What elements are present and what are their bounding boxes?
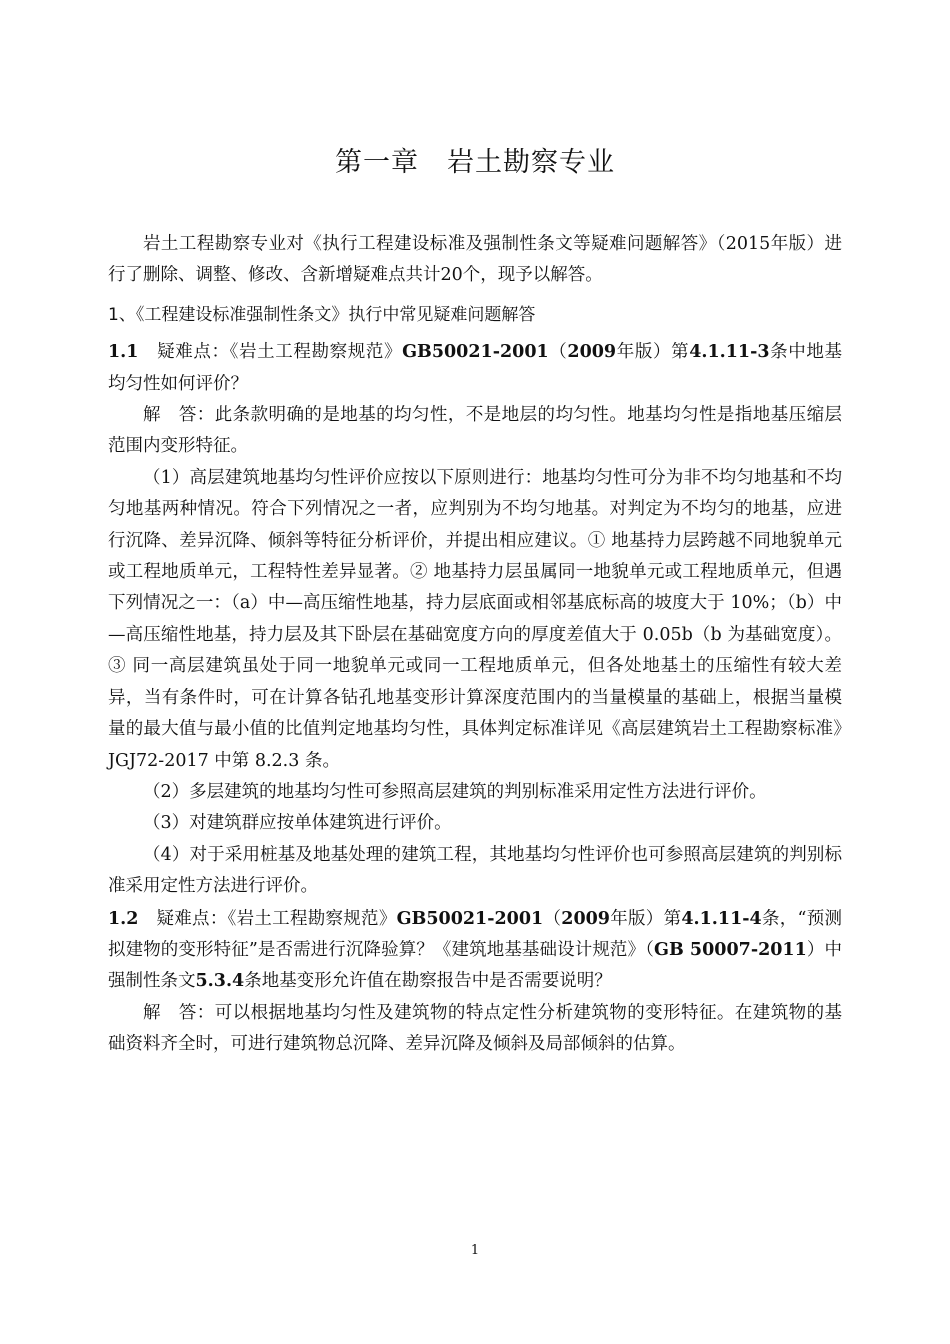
question-text: 疑难点：《岩土工程勘察规范》 [138, 342, 403, 363]
standard-code: GB50021-2001 [402, 342, 549, 363]
question-text: 疑难点：《岩土工程勘察规范》 [138, 908, 397, 929]
edition-year: 2009 [567, 342, 617, 363]
question-text: （ [543, 908, 562, 929]
question-text: 条地基变形允许值在勘察报告中是否需要说明？ [244, 971, 612, 992]
answer-1-1-item-3: （3）对建筑群应按单体建筑进行评价。 [143, 813, 452, 834]
question-text: （ [548, 342, 568, 363]
question-1-1 [108, 337, 842, 400]
question-number: 1.1 [108, 342, 139, 363]
question-text: 条中地基均匀性如何评价？ [108, 342, 843, 394]
answer-1-2: 解 答：可以根据地基均匀性及建筑物的特点定性分析建筑物的变形特征。在建筑物的基础资料齐全时，可进行建筑物总沉降、差异沉降及倾斜及局部倾斜的估算。 [108, 1002, 842, 1055]
clause-number: 4.1.11-4 [681, 908, 762, 929]
answer-1-1-item-4: （4）对于采用桩基及地基处理的建筑工程，其地基均匀性评价也可参照高层建筑的判别标准采用定性方法进行评价。 [108, 844, 842, 897]
question-text: ）中强制性条文 [108, 939, 843, 992]
answer-1-1-intro: 解 答：此条款明确的是地基的均匀性，不是地层的均匀性。地基均匀性是指地基压缩层范围内变形特征。 [108, 405, 842, 457]
answer-1-1-item-2: （2）多层建筑的地基均匀性可参照高层建筑的判别标准采用定性方法进行评价。 [143, 781, 767, 802]
question-text: 条，“预测拟建物的变形特征”是否需进行沉降验算？《建筑地基基础设计规范》（ [108, 908, 843, 960]
question-1-2 [108, 904, 842, 998]
edition-year: 2009 [561, 908, 610, 929]
standard-code: GB 50007-2011 [654, 939, 807, 960]
clause-number: 5.3.4 [195, 971, 245, 992]
chapter-title: 第一章 岩土勘察专业 [335, 147, 615, 178]
answer-1-1-item-1: （1）高层建筑地基均匀性评价应按以下原则进行：地基均匀性可分为非不均匀地基和不均匀地基两种情况。符合下列情况之一者，应判别为不均匀地基。对判定为不均匀的地基，应进行沉降、差异沉降、倾斜等特征分析评价，并提出相应建议。① 地基持力层跨越不同地貌单元或工程地质单元，工程特性差异显著。② 地基持力层虽属同一地貌单元或工程地质单元，但遇下列情况之一：（a）中—高压缩性地基，持力层底面或相邻基底标高的坡度大于 10%；（b）中—高压缩性地基，持力层及其下卧层在基础宽度方向的厚度差值大于 0.05b（b 为基础宽度）。③ 同一高层建筑虽处于同一地貌单元或同一工程地质单元，但各处地基土的压缩性有较大差异，当有条件时，可在计算各钻孔地基变形计算深度范围内的当量模量的基础上，根据当量模量的最大值与最小值的比值判定地基均匀性，具体判定标准详见《高层建筑岩土工程勘察标准》JGJ72-2017 中第 8.2.3 条。 [108, 467, 842, 771]
section-heading: 1、《工程建设标准强制性条文》执行中常见疑难问题解答 [108, 304, 536, 325]
page-number: 1 [470, 1243, 480, 1258]
question-text: 年版）第 [616, 342, 690, 363]
clause-number: 4.1.11-3 [689, 342, 770, 363]
page-content [108, 229, 842, 1061]
intro-paragraph: 岩土工程勘察专业对《执行工程建设标准及强制性条文等疑难问题解答》（2015年版）进行了删除、调整、修改、含新增疑难点共计20个，现予以解答。 [108, 234, 842, 286]
question-number: 1.2 [108, 908, 139, 929]
standard-code: GB50021-2001 [396, 908, 544, 929]
question-text: 年版）第 [609, 908, 682, 929]
